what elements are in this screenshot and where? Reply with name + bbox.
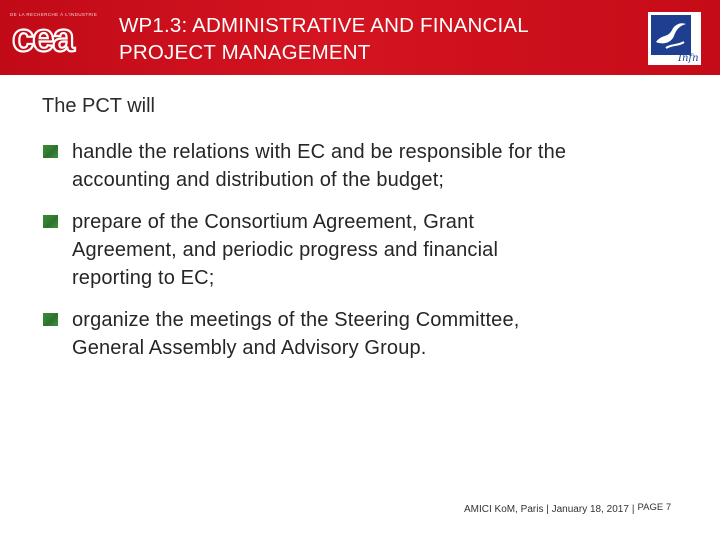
cea-logo-text: cea xyxy=(12,21,73,55)
footer-text: AMICI KoM, Paris | January 18, 2017 xyxy=(464,504,629,515)
footer xyxy=(464,504,671,515)
bullet-text xyxy=(72,208,703,292)
green-square-bullet-icon xyxy=(43,215,58,228)
bullet-line: handle the relations with EC and be responsible for the xyxy=(72,141,567,163)
infn-logo-signature: Infn xyxy=(678,53,699,64)
bullet-line: prepare of the Consortium Agreement, Grant xyxy=(72,211,475,233)
bullet-list xyxy=(43,138,703,376)
bullet-text xyxy=(72,138,703,194)
list-item xyxy=(43,208,703,292)
page-title xyxy=(119,12,619,66)
title-line: WP1.3: ADMINISTRATIVE AND FINANCIAL xyxy=(119,14,529,37)
cea-tagline: DE LA RECHERCHE À L'INDUSTRIE xyxy=(10,12,98,17)
title-line: PROJECT MANAGEMENT xyxy=(119,41,371,64)
cea-logo-mark xyxy=(12,21,90,55)
footer-divider: | xyxy=(631,504,635,515)
bullet-line: Agreement, and periodic progress and financial xyxy=(72,239,499,261)
cea-logo xyxy=(0,0,100,75)
bullet-line: reporting to EC; xyxy=(72,267,215,289)
green-square-bullet-icon xyxy=(43,145,58,158)
page-number: PAGE 7 xyxy=(637,502,672,513)
infn-logo xyxy=(648,12,701,65)
list-item xyxy=(43,306,703,362)
bullet-text xyxy=(72,306,703,362)
intro-text: The PCT will xyxy=(42,95,155,117)
green-square-bullet-icon xyxy=(43,313,58,326)
bullet-line: accounting and distribution of the budget; xyxy=(72,169,445,191)
list-item xyxy=(43,138,703,194)
bullet-line: organize the meetings of the Steering Committee, xyxy=(72,309,520,331)
bullet-line: General Assembly and Advisory Group. xyxy=(72,337,427,359)
header-bar xyxy=(0,0,720,75)
